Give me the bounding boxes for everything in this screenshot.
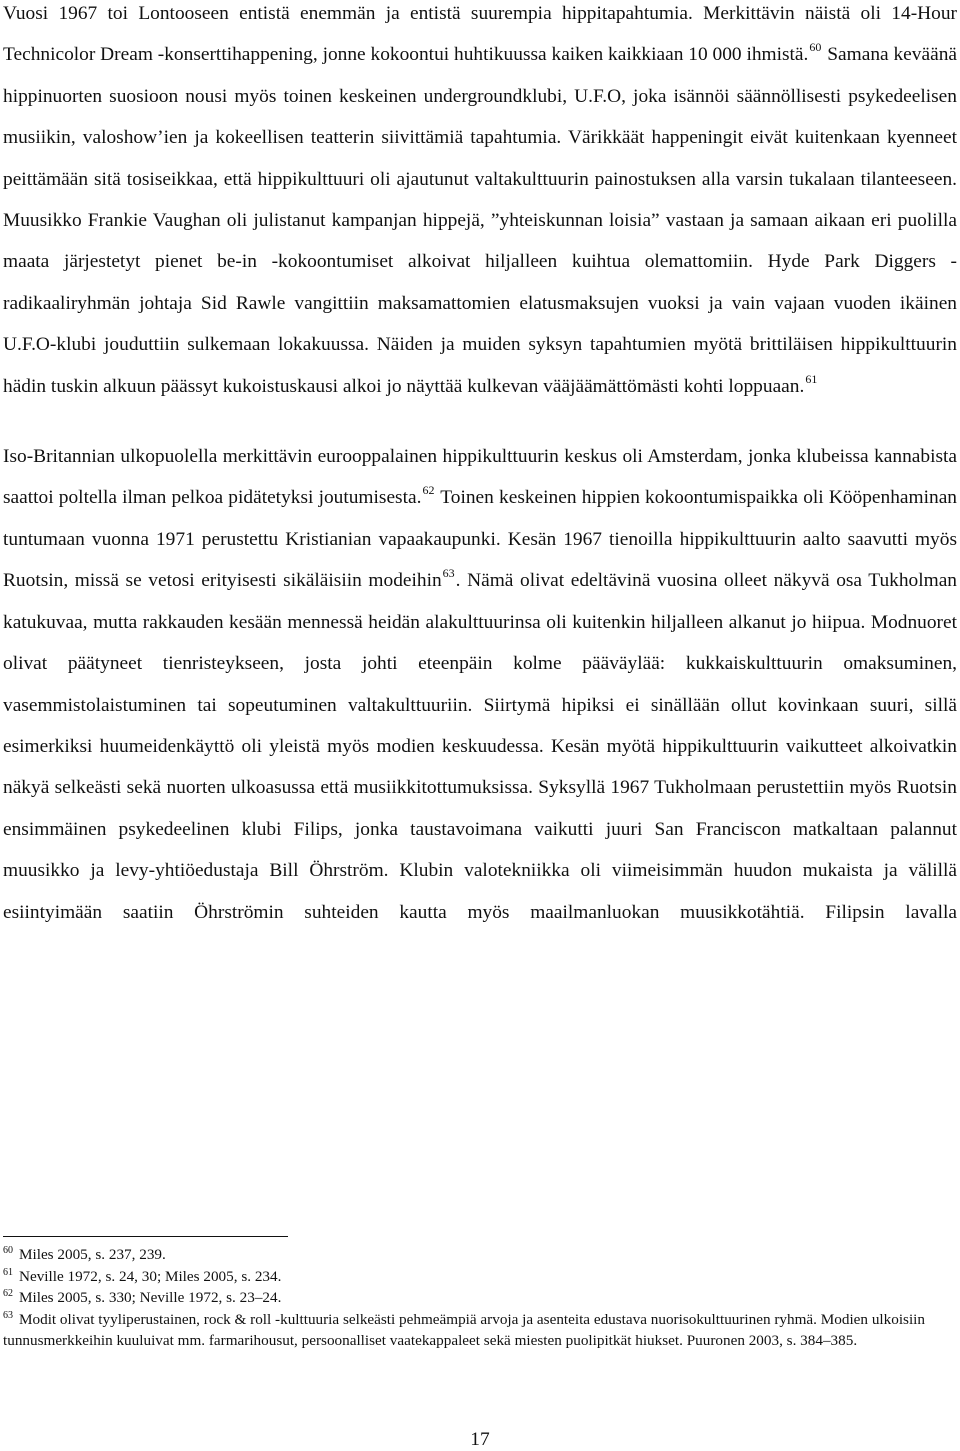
footnote-text: Neville 1972, s. 24, 30; Miles 2005, s. 234. — [19, 1267, 282, 1285]
footnote-reference: 61 — [805, 371, 818, 386]
footnote — [3, 1266, 953, 1288]
footnote-separator — [3, 1236, 288, 1237]
footnote-reference: 62 — [422, 483, 435, 498]
footnote — [3, 1244, 953, 1266]
paragraph-text: . Nämä olivat edeltävinä vuosina olleet näkyvä osa Tukholman katukuvaa, mutta rakkauden kesään mennessä heidän alakulttuurinsa oli kuitenkin hiljalleen alkanut jo hiipua. Modnuoret olivat päätyneet tienristeykseen, josta johti eteenpäin kolme pääväylää: kukkaiskulttuurin omaksuminen, vasemmistolaistuminen tai sopeutuminen valtakulttuuriin. Siirtymä hipiksi ei sinällään ollut kovinkaan suuri, sillä esimerkiksi huumeidenkäyttö oli yleistä myös modien keskuudessa. Kesän myötä hippikulttuurin vaikutteet alkoivatkin näkyä selkeästi sekä nuorten ulkoasussa että musiikkitottumuksissa. Syksyllä 1967 Tukholmaan perustettiin myös Ruotsin ensimmäinen psykedeelinen klubi Filips, jonka taustavoimana vaikutti juuri San Franciscon matkaltaan palannut muusikko ja levy-yhtiöedustaja Bill Öhrström. Klubin valotekniikka oli viimeisimmän huudon mukaista ja välillä esiintyimään saatiin Öhrströmin suhteiden kautta myös maailmanluokan muusikkotähtiä. Filipsin lavalla — [3, 570, 957, 923]
footnote-text: Miles 2005, s. 237, 239. — [19, 1246, 166, 1263]
paragraph-text: Vuosi 1967 toi Lontooseen entistä enemmän ja entistä suurempia hippitapahtumia. Merkittävin näistä oli 14-Hour Technicolor Dream -konserttihappening, jonne kokoontui huhtikuussa kaiken kaikkiaan 10 000 ihmistä. — [3, 3, 957, 66]
footnote-number: 63 — [3, 1309, 13, 1321]
footnotes — [3, 1244, 953, 1352]
paragraph-text: Iso-Britannian ulkopuolella merkittävin eurooppalainen hippikulttuurin keskus oli Amsterdam, jonka klubeissa kannabista saattoi poltella ilman pelkoa pidätetyksi joutumisesta. — [3, 446, 957, 509]
footnote-number: 60 — [3, 1245, 13, 1256]
paragraph-text: Samana keväänä hippinuorten suosioon nousi myös toinen keskeinen undergroundklubi, U.F.O, joka isännöi säännöllisesti psykedeelisen musiikin, valoshow’ien ja kokeellisen teatterin siivittämiä tapahtumia. Värikkäät happeningit eivät kuitenkaan kyenneet peittämään sitä tosiseikkaa, että hippikulttuuri oli ajautunut valtakulttuurin painostuksen alla varsin tukalaan tilanteeseen. Muusikko Frankie Vaughan oli julistanut kampanjan hippejä, ”yhteiskunnan loisia” vastaan ja samaan aikaan eri puolilla maata järjestetyt pienet be-in -kokoontumiset alkoivat hiljalleen kuihtua olemattomiin. Hyde Park Diggers -radikaaliryhmän johtaja Sid Rawle vangittiin maksamattomien elatusmaksujen vuoksi ja vain vajaan vuoden ikäinen U.F.O-klubi jouduttiin sulkemaan lokakuussa. Näiden ja muiden syksyn tapahtumien myötä brittiläisen hippikulttuurin hädin tuskin alkuun päässyt kukoistuskausi alkoi jo näyttää kulkevan vääjäämättömästi kohti loppuaan. — [3, 44, 957, 397]
footnote — [3, 1287, 953, 1309]
footnote — [3, 1309, 953, 1352]
page-number: 17 — [470, 1429, 490, 1450]
paragraph-text: Toinen keskeinen hippien kokoontumispaikka oli Kööpenhaminan tuntumaan vuonna 1971 perustettu Kristianian vapaakaupunki. Kesän 1967 tienoilla hippikulttuurin aalto saavutti myös Ruotsin, missä se vetosi erityisesti sikäläisiin modeihin — [3, 487, 957, 592]
footnote-text: Modit olivat tyyliperustainen, rock & roll -kulttuuria selkeästi pehmeämpiä arvoja ja asenteita edustava nuorisokulttuurinen ryhmä. Modien ulkoisiin tunnusmerkkeihin kuuluivat mm. farmarihousut, persoonalliset vaatekappaleet sekä miesten puolipitkät hiukset. Puuronen 2003, s. 384–385. — [3, 1310, 925, 1350]
footnote-reference: 60 — [809, 40, 822, 55]
footnote-number: 61 — [3, 1266, 13, 1278]
footnote-text: Miles 2005, s. 330; Neville 1972, s. 23–24. — [19, 1289, 282, 1307]
document-page — [3, 0, 957, 933]
footnote-reference: 63 — [442, 566, 455, 581]
footnote-number: 62 — [3, 1288, 13, 1300]
body-paragraph-1 — [3, 0, 957, 407]
body-paragraph-2 — [3, 436, 957, 933]
